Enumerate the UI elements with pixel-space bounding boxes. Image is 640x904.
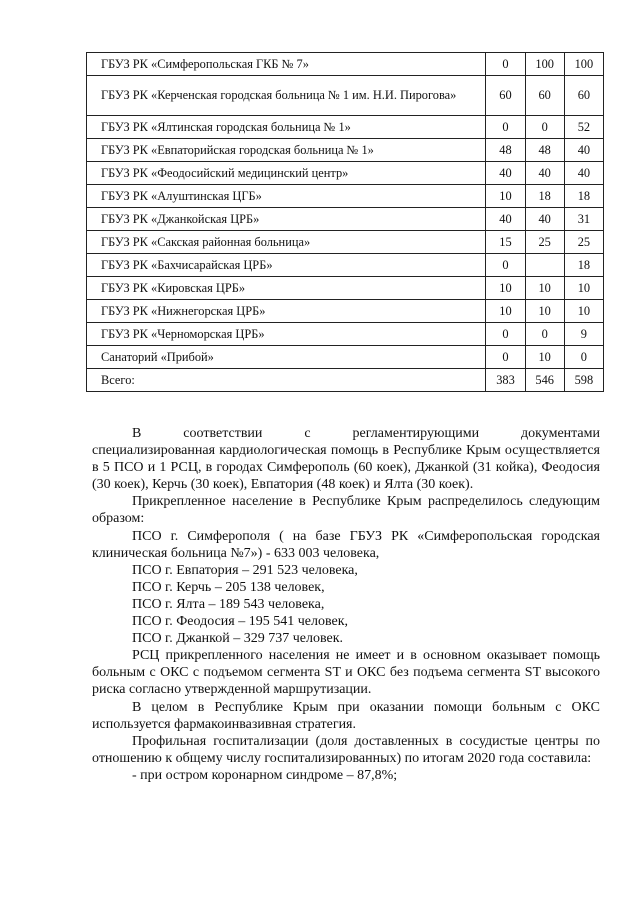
table-row xyxy=(87,300,604,323)
table-row xyxy=(87,53,604,76)
table-cell-value: 0 xyxy=(486,116,525,139)
table-total-row xyxy=(87,369,604,392)
table-cell-value: 100 xyxy=(564,53,603,76)
table-cell-value: 52 xyxy=(564,116,603,139)
list-item: ПСО г. Джанкой – 329 737 человек. xyxy=(132,631,344,647)
table-row xyxy=(87,139,604,162)
table-cell-value: 25 xyxy=(564,231,603,254)
table-cell-name: ГБУЗ РК «Нижнегорская ЦРБ» xyxy=(87,300,486,323)
table-cell-name: ГБУЗ РК «Кировская ЦРБ» xyxy=(87,277,486,300)
table-cell-value: 40 xyxy=(564,139,603,162)
table-cell-value: 383 xyxy=(486,369,525,392)
table-cell-value: 546 xyxy=(525,369,564,392)
table-cell-value: 100 xyxy=(525,53,564,76)
beds-table-body xyxy=(87,53,604,392)
table-cell-value: 18 xyxy=(564,254,603,277)
table-cell-value: 10 xyxy=(525,277,564,300)
table-cell-value: 10 xyxy=(564,277,603,300)
table-cell-value: 10 xyxy=(486,300,525,323)
table-cell-name: ГБУЗ РК «Ялтинская городская больница № 1» xyxy=(87,116,486,139)
table-row xyxy=(87,76,604,116)
table-row xyxy=(87,323,604,346)
paragraph: Профильная госпитализации (доля доставленных в сосудистые центры по отношению к общему числу госпитализированных) по итогам 2020 года составила: xyxy=(92,733,600,766)
table-cell-value: 31 xyxy=(564,208,603,231)
table-cell-value: 48 xyxy=(525,139,564,162)
list-item: ПСО г. Керчь – 205 138 человек, xyxy=(132,579,325,595)
table-cell-value: 10 xyxy=(486,185,525,208)
table-cell-value: 25 xyxy=(525,231,564,254)
table-cell-name: ГБУЗ РК «Керченская городская больница № 1 им. Н.И. Пирогова» xyxy=(87,76,486,116)
table-cell-value: 40 xyxy=(486,208,525,231)
table-cell-value: 40 xyxy=(525,162,564,185)
table-cell-name: ГБУЗ РК «Бахчисарайская ЦРБ» xyxy=(87,254,486,277)
list-item: ПСО г. Феодосия – 195 541 человек, xyxy=(132,614,348,630)
table-cell-value xyxy=(525,254,564,277)
table-cell-name: ГБУЗ РК «Алуштинская ЦГБ» xyxy=(87,185,486,208)
paragraph: специализированная кардиологическая помощь в Республике Крым осуществляется в 5 ПСО и 1 РСЦ, в городах Симферополь (60 коек), Джанкой (31 койка), Феодосия (30 коек), Керчь (30 коек), Евпатория (48 коек) и Ялта (30 коек). xyxy=(92,443,600,493)
table-cell-name: ГБУЗ РК «Феодосийский медицинский центр» xyxy=(87,162,486,185)
table-cell-value: 0 xyxy=(486,323,525,346)
table-cell-name: ГБУЗ РК «Сакская районная больница» xyxy=(87,231,486,254)
beds-table xyxy=(86,52,604,392)
table-cell-name: ГБУЗ РК «Евпаторийская городская больница № 1» xyxy=(87,139,486,162)
list-item: ПСО г. Симферополя ( на базе ГБУЗ РК «Симферопольская городская клиническая больница №7») - 633 003 человека, xyxy=(92,528,600,561)
table-cell-value: 18 xyxy=(564,185,603,208)
table-cell-value: 60 xyxy=(564,76,603,116)
paragraph: Прикрепленное население в Республике Крым распределилось следующим образом: xyxy=(92,494,600,527)
table-cell-value: 60 xyxy=(486,76,525,116)
table-row xyxy=(87,208,604,231)
table-cell-value: 0 xyxy=(486,53,525,76)
paragraph: В соответствии с регламентирующими документами xyxy=(132,426,600,441)
table-cell-name: ГБУЗ РК «Симферопольская ГКБ № 7» xyxy=(87,53,486,76)
table-cell-value: 40 xyxy=(525,208,564,231)
table-cell-value: 18 xyxy=(525,185,564,208)
paragraph: В целом в Республике Крым при оказании помощи больным с ОКС используется фармакоинвазивная стратегия. xyxy=(92,699,600,732)
table-cell-value: 10 xyxy=(525,300,564,323)
table-cell-value: 48 xyxy=(486,139,525,162)
table-cell-name: ГБУЗ РК «Джанкойская ЦРБ» xyxy=(87,208,486,231)
list-item: - при остром коронарном синдроме – 87,8%; xyxy=(132,767,398,783)
table-cell-value: 9 xyxy=(564,323,603,346)
table-cell-value: 10 xyxy=(525,346,564,369)
table-cell-name: ГБУЗ РК «Черноморская ЦРБ» xyxy=(87,323,486,346)
table-cell-value: 0 xyxy=(525,116,564,139)
list-item: ПСО г. Ялта – 189 543 человека, xyxy=(132,596,325,612)
table-cell-value: 60 xyxy=(525,76,564,116)
table-cell-value: 0 xyxy=(486,346,525,369)
table-row xyxy=(87,185,604,208)
table-row xyxy=(87,231,604,254)
document-body xyxy=(92,425,600,784)
table-row xyxy=(87,254,604,277)
table-row xyxy=(87,162,604,185)
table-cell-value: 15 xyxy=(486,231,525,254)
table-cell-value: 598 xyxy=(564,369,603,392)
table-cell-name: Всего: xyxy=(87,369,486,392)
table-cell-value: 10 xyxy=(564,300,603,323)
table-cell-value: 40 xyxy=(564,162,603,185)
table-row xyxy=(87,116,604,139)
table-cell-value: 40 xyxy=(486,162,525,185)
paragraph: РСЦ прикрепленного населения не имеет и в основном оказывает помощь больным с ОКС с подъемом сегмента ST и ОКС без подъема сегмента ST высокого риска согласно утвержденной маршрутизации. xyxy=(92,648,600,698)
table-cell-value: 0 xyxy=(486,254,525,277)
table-row xyxy=(87,346,604,369)
list-item: ПСО г. Евпатория – 291 523 человека, xyxy=(132,562,358,578)
table-row xyxy=(87,277,604,300)
table-cell-name: Санаторий «Прибой» xyxy=(87,346,486,369)
table-cell-value: 10 xyxy=(486,277,525,300)
table-cell-value: 0 xyxy=(525,323,564,346)
table-cell-value: 0 xyxy=(564,346,603,369)
